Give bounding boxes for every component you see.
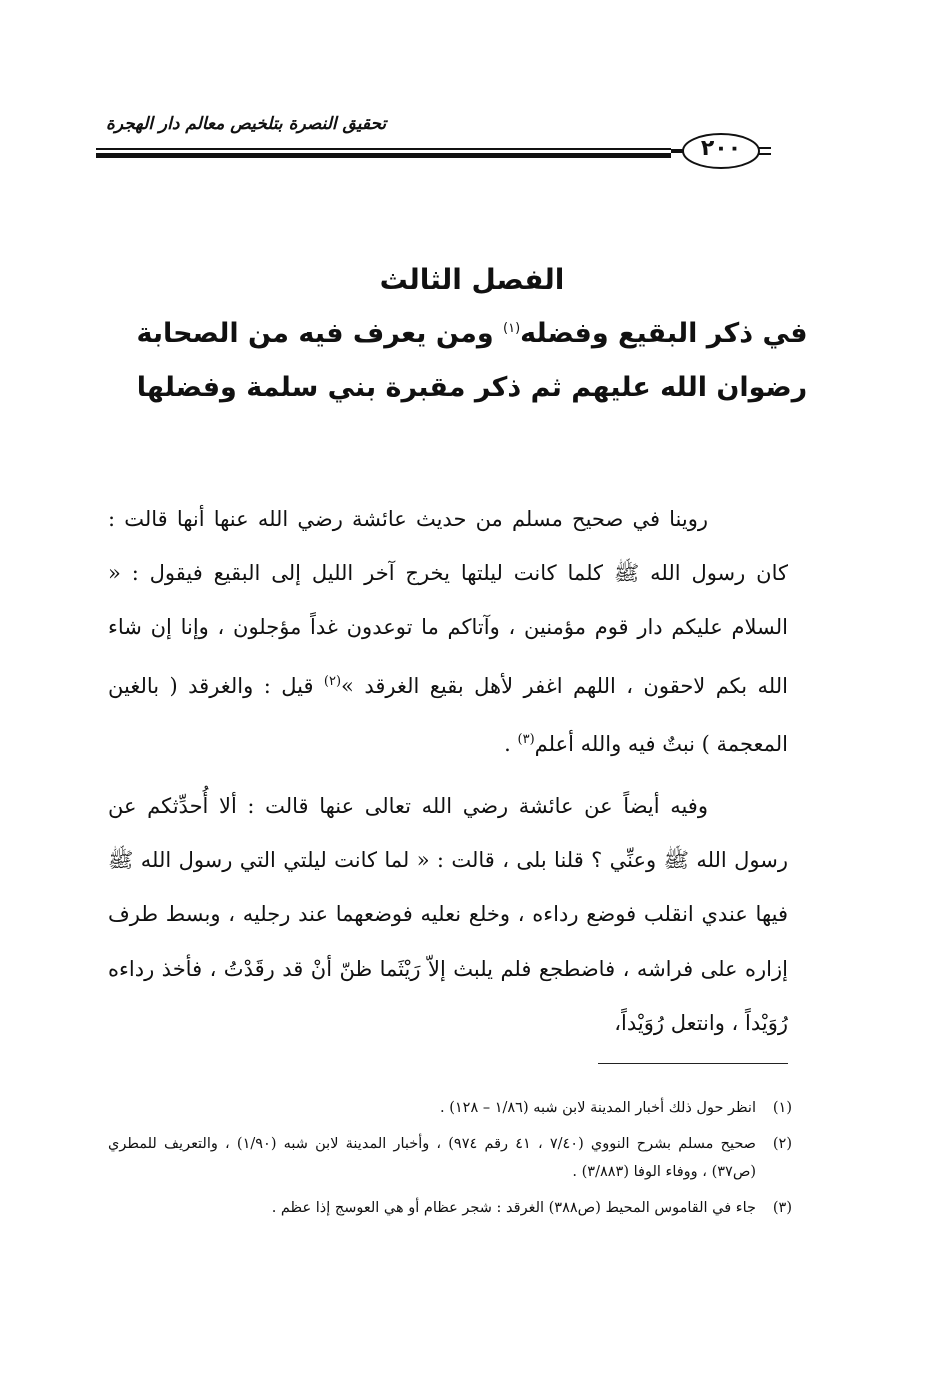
paragraph-1 <box>108 492 788 771</box>
page-number-badge <box>671 132 771 170</box>
chapter-heading <box>110 258 834 415</box>
subtitle-text-b: ومن يعرف فيه من الصحابة <box>136 318 504 349</box>
footnote-3 <box>108 1194 792 1222</box>
page-number: ٢٠٠ <box>700 136 742 161</box>
chapter-subtitle-line1 <box>110 302 834 361</box>
footnote-2 <box>108 1130 792 1186</box>
footnote-text: صحيح مسلم بشرح النووي (٧/٤٠ ، ٤١ رقم ٩٧٤) ، وأخبار المدينة لابن شبه (١/٩٠) ، والتعريف للمطري (ص٣٧) ، ووفاء الوفا (٣/٨٨٣) . <box>108 1136 756 1180</box>
footnote-ref-3[interactable]: (٣) <box>517 731 535 747</box>
footnote-number: (٣) <box>772 1200 792 1216</box>
paragraph-2: وفيه أيضاً عن عائشة رضي الله تعالى عنها قالت : ألا أُحدِّثكم عن رسول الله ﷺ وعنِّي ؟ قلنا بلى ، قالت : « لما كانت ليلتي التي رسول الله ﷺ فيها عندي انقلب فوضع رداءه ، وخلع نعليه فوضعهما عند رجليه ، وبسط طرف إزاره على فراشه ، فاضطجع فلم يلبث إلاّ رَيْثَما ظنّ أنْ قد رقَدْتُ ، فأخذ رداءه رُوَيْداً ، وانتعل رُوَيْداً، <box>108 794 788 1035</box>
paragraph-1-text-c: . <box>504 731 518 756</box>
footnote-text: انظر حول ذلك أخبار المدينة لابن شبه (١/٨٦ – ١٢٨) . <box>439 1100 756 1116</box>
subtitle-text-a: في ذكر البقيع وفضله <box>520 318 808 349</box>
footnote-separator <box>598 1063 788 1064</box>
paragraph-1-text-b: قيل : والغرقد ( بالغين المعجمة ) نبتٌ فيه والله أعلم <box>108 673 788 756</box>
footnote-number: (٢) <box>772 1136 792 1152</box>
chapter-subtitle-line2: رضوان الله عليهم ثم ذكر مقبرة بني سلمة وفضلها <box>136 372 808 403</box>
chapter-title: الفصل الثالث <box>379 263 565 296</box>
footnote-ref-2[interactable]: (٢) <box>323 673 342 689</box>
footnote-number: (١) <box>772 1100 792 1116</box>
running-title: تحقيق النصرة بتلخيص معالم دار الهجرة <box>106 114 387 134</box>
header-rule-thin <box>96 148 671 150</box>
main-text <box>108 492 788 1050</box>
page-header <box>96 108 786 168</box>
footnote-text: جاء في القاموس المحيط (ص٣٨٨) الغرقد : شجر عظام أو هي العوسج إذا عظم . <box>271 1200 756 1216</box>
footnotes <box>108 1094 792 1230</box>
header-rule-thick <box>96 153 671 158</box>
footnote-1 <box>108 1094 792 1122</box>
footnote-ref-1[interactable]: (١) <box>503 321 521 336</box>
paragraph-1-text-a: روينا في صحيح مسلم من حديث عائشة رضي الله عنها أنها قالت : كان رسول الله ﷺ كلما كانت ليلتها يخرج آخر الليل إلى البقيع فيقول : « السلام عليكم دار قوم مؤمنين ، وآتاكم ما توعدون غداً مؤجلون ، وإنا إن شاء الله بكم لاحقون ، اللهم اغفر لأهل بقيع الغرقد » <box>108 507 788 698</box>
